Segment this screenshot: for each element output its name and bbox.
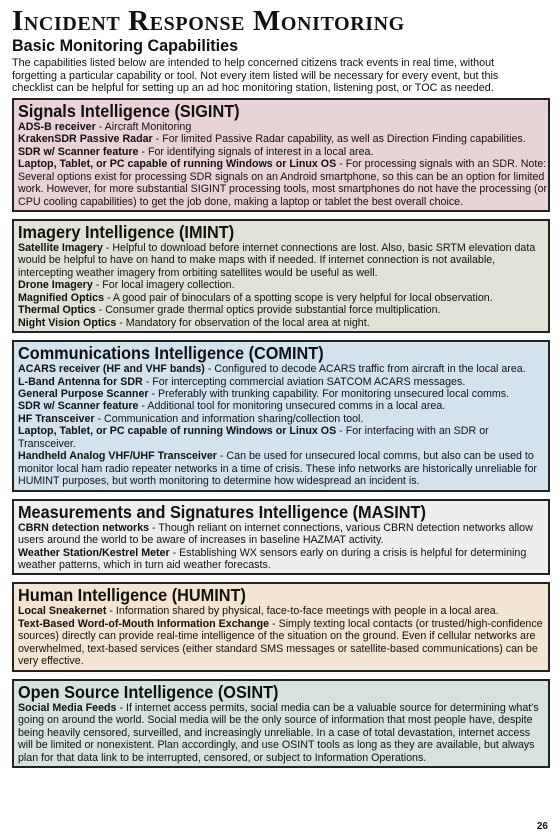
capability-description: Can be used for unsecured local comms, but also can be used to monitor local ham radio repeater networks in a time of crisis. These info networks are historically unreliable for HUMINT purposes, but worth monitoring to determine how widespread an incident is. bbox=[18, 450, 537, 488]
label-separator: - bbox=[336, 158, 346, 171]
section-body bbox=[18, 120, 548, 208]
section-title: Measurements and Signatures Intelligence (MASINT) bbox=[18, 501, 426, 522]
capability-label: Handheld Analog VHF/UHF Transceiver bbox=[18, 450, 217, 463]
label-separator: - bbox=[142, 375, 153, 388]
page-title: Incident Response Monitoring bbox=[12, 5, 405, 37]
section-body bbox=[18, 702, 544, 764]
label-separator: - bbox=[95, 120, 105, 133]
section-title: Open Source Intelligence (OSINT) bbox=[18, 681, 279, 702]
capability-item bbox=[18, 400, 547, 412]
capability-label: CBRN detection networks bbox=[18, 521, 150, 534]
capability-description: For identifying signals of interest in a local area. bbox=[147, 145, 374, 158]
label-separator: - bbox=[104, 291, 113, 304]
label-separator: - bbox=[269, 617, 279, 630]
capability-item bbox=[18, 363, 547, 375]
intro-paragraph: The capabilities listed below are intended to help concerned citizens track events in real time, without forgetting a particular capability or tool. Not every item listed will be necessary for every event, but this checklist can be helpful for setting up an ad hoc monitoring station, listening post, or TOC as needed. bbox=[12, 57, 499, 95]
capability-item bbox=[18, 605, 547, 617]
capability-description: Communication and information sharing/collection tool. bbox=[104, 412, 364, 425]
label-separator: - bbox=[149, 521, 159, 534]
capability-label: Night Vision Optics bbox=[18, 316, 117, 329]
capability-item bbox=[18, 376, 547, 388]
section-signals-intelligence-sigint bbox=[12, 98, 550, 212]
section-communications-intelligence-comint bbox=[12, 340, 550, 492]
capability-label: L-Band Antenna for SDR bbox=[18, 375, 143, 388]
capability-description: Consumer grade thermal optics provide substantial force multiplication. bbox=[105, 304, 441, 317]
capability-description: Helpful to download before internet connections are lost. Also, basic SRTM elevation data would be helpful to have on hand to make maps with if needed. If internet connection is not available, intercepting weather imagery from orbiting satellites would be useful as well. bbox=[18, 241, 536, 279]
capability-label: ADS-B receiver bbox=[18, 120, 96, 133]
capability-label: HF Transceiver bbox=[18, 412, 95, 425]
capability-label: ACARS receiver (HF and VHF bands) bbox=[18, 363, 205, 376]
capability-description: For intercepting commercial aviation SATCOM ACARS messages. bbox=[152, 375, 466, 388]
capability-description: For processing signals with an SDR. Note: Several options exist for processing SDR signals on an Android smartphone, so this can be an option for limited work. However, for more substantial SIGINT processing tools, most smartphones do not have the processing (or CPU cooling capabilities) to get the job done, making a laptop or tablet the best overall choice. bbox=[18, 158, 548, 208]
capability-label: Local Sneakernet bbox=[18, 605, 107, 618]
capability-item bbox=[18, 146, 547, 158]
label-separator: - bbox=[152, 133, 163, 146]
capability-label: Magnified Optics bbox=[18, 291, 105, 304]
capability-label: SDR w/ Scanner feature bbox=[18, 400, 139, 413]
label-separator: - bbox=[138, 145, 148, 158]
section-title: Communications Intelligence (COMINT) bbox=[18, 343, 324, 364]
capability-item bbox=[18, 522, 547, 547]
section-title: Imagery Intelligence (IMINT) bbox=[18, 221, 235, 242]
capability-description: Information shared by physical, face-to-face meetings with people in a local area. bbox=[115, 605, 499, 618]
label-separator: - bbox=[336, 425, 346, 438]
section-open-source-intelligence-osint bbox=[12, 679, 550, 768]
capability-description: Simply texting local contacts (or trusted/high-confidence sources) directly can provide real-time intelligence of the situation on the ground. Even if cellular networks are overwhelmed, text-based services (either standard SMS messages or satellite-based communications) can be very effective. bbox=[18, 617, 543, 668]
capability-item bbox=[18, 702, 547, 764]
capability-description: For limited Passive Radar capability, as well as Direction Finding capabilities. bbox=[162, 133, 526, 146]
capability-item bbox=[18, 413, 547, 425]
section-measurements-and-signatures-intelligence-masint bbox=[12, 499, 550, 576]
capability-description: Establishing WX sensors early on during a crisis is helpful for determining weather patterns, which in turn aid weather forecasts. bbox=[18, 546, 527, 572]
capability-description: Though reliant on internet connections, various CBRN detection networks allow users around the world to be aware of increases in baseline HAZMAT activity. bbox=[18, 521, 533, 547]
capability-description: Additional tool for monitoring unsecured comms in a local area. bbox=[147, 400, 446, 413]
capability-description: A good pair of binoculars of a spotting scope is very helpful for local observation. bbox=[112, 291, 493, 304]
capability-description: Preferably with trunking capability. For monitoring unsecured local comms. bbox=[158, 388, 510, 401]
capability-item bbox=[18, 121, 547, 133]
label-separator: - bbox=[92, 279, 103, 292]
page-number: 26 bbox=[536, 821, 548, 832]
capability-description: Mandatory for observation of the local area at night. bbox=[125, 316, 370, 329]
page-subtitle: Basic Monitoring Capabilities bbox=[12, 36, 239, 55]
label-separator: - bbox=[94, 412, 105, 425]
label-separator: - bbox=[116, 701, 126, 714]
capability-description: Configured to decode ACARS traffic from aircraft in the local area. bbox=[214, 363, 526, 376]
section-body bbox=[18, 522, 544, 572]
capability-label: Drone Imagery bbox=[18, 279, 93, 292]
capability-label: General Purpose Scanner bbox=[18, 388, 149, 401]
capability-label: Social Media Feeds bbox=[18, 701, 117, 714]
capability-description: If internet access permits, social media can be a valuable source for determining what's going on around the world. Social media will be the only source of information that most people have, despite being heavily censored, surveilled, and increasingly unreliable. In a case of total devastation, internet access will be limited or nonexistent. Plan accordingly, and use OSINT tools as long as they are available, but always plan for that data link to be interrupted, censored, or subject to Information Operations. bbox=[18, 701, 539, 764]
capability-item bbox=[18, 279, 547, 291]
label-separator: - bbox=[116, 316, 126, 329]
label-separator: - bbox=[138, 400, 148, 413]
label-separator: - bbox=[148, 388, 159, 401]
capability-label: Text-Based Word-of-Mouth Information Exchange bbox=[18, 617, 270, 630]
capability-item bbox=[18, 388, 547, 400]
capability-item bbox=[18, 292, 547, 304]
section-body bbox=[18, 363, 544, 488]
capability-description: For local imagery collection. bbox=[102, 279, 235, 292]
capability-item bbox=[18, 133, 547, 145]
capability-item bbox=[18, 425, 547, 450]
capability-item bbox=[18, 304, 547, 316]
label-separator: - bbox=[102, 241, 113, 254]
label-separator: - bbox=[95, 304, 106, 317]
section-title: Human Intelligence (HUMINT) bbox=[18, 585, 246, 606]
capability-item bbox=[18, 242, 547, 279]
sections-container bbox=[12, 98, 550, 768]
capability-description: For interfacing with an SDR or Transceiver. bbox=[18, 425, 489, 450]
capability-label: KrakenSDR Passive Radar bbox=[18, 133, 153, 146]
capability-item bbox=[18, 317, 547, 329]
capability-item bbox=[18, 547, 547, 572]
section-title: Signals Intelligence (SIGINT) bbox=[18, 100, 240, 121]
capability-label: Satellite Imagery bbox=[18, 241, 103, 254]
capability-item bbox=[18, 158, 547, 208]
label-separator: - bbox=[169, 546, 180, 559]
label-separator: - bbox=[216, 450, 227, 463]
capability-label: Laptop, Tablet, or PC capable of running Windows or Linux OS bbox=[18, 425, 337, 438]
section-body bbox=[18, 605, 544, 667]
section-body bbox=[18, 242, 544, 329]
section-imagery-intelligence-imint bbox=[12, 219, 550, 333]
capability-description: Aircraft Monitoring bbox=[104, 120, 192, 133]
capability-item bbox=[18, 450, 547, 487]
capability-label: Weather Station/Kestrel Meter bbox=[18, 546, 170, 559]
label-separator: - bbox=[204, 363, 215, 376]
capability-label: Laptop, Tablet, or PC capable of running Windows or Linux OS bbox=[18, 158, 337, 171]
capability-item bbox=[18, 618, 547, 668]
section-human-intelligence-humint bbox=[12, 582, 550, 671]
label-separator: - bbox=[106, 605, 116, 618]
capability-label: Thermal Optics bbox=[18, 304, 96, 317]
capability-label: SDR w/ Scanner feature bbox=[18, 145, 139, 158]
